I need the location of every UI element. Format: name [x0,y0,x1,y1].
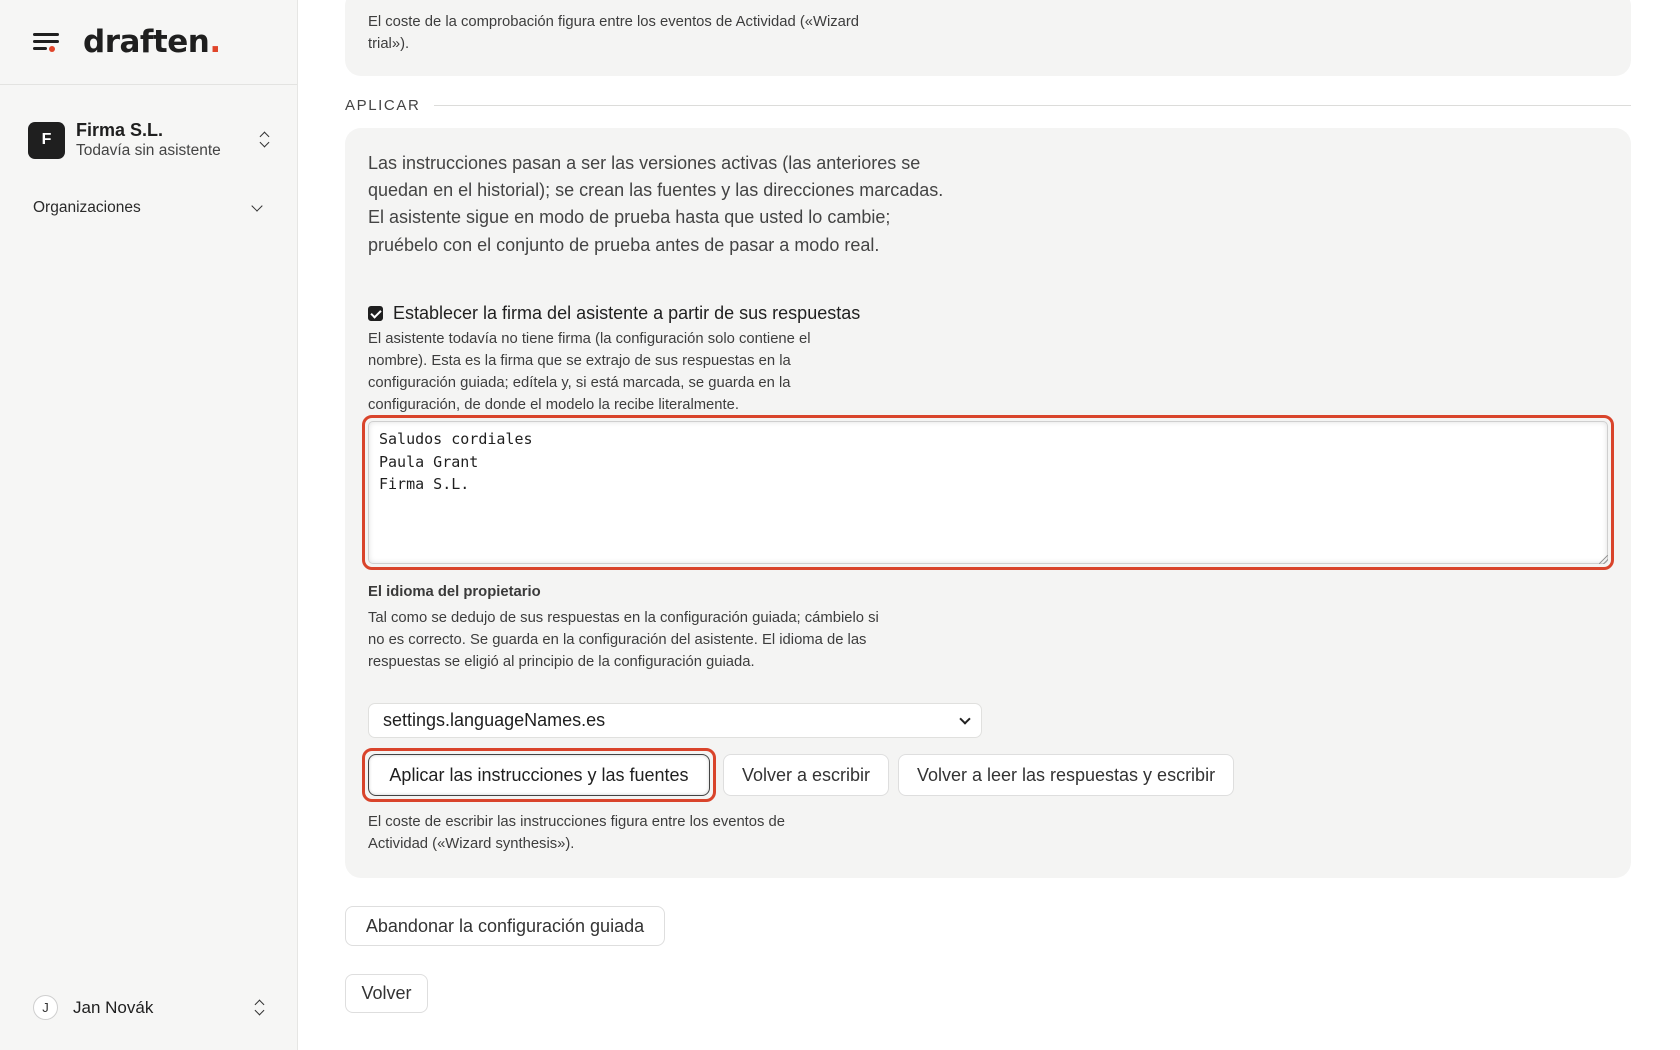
chevron-down-icon [251,200,262,211]
brand-bar [0,0,297,85]
logo[interactable]: draften. [83,24,221,60]
language-select-value: settings.languageNames.es [383,710,606,730]
signature-checkbox[interactable] [368,306,383,321]
org-subtitle: Todavía sin asistente [76,142,221,159]
check-cost-note: El coste de la comprobación figura entre los eventos de Actividad («Wizard trial»). [368,14,860,52]
signature-checkbox-label: Establecer la firma del asistente a partir de sus respuestas [393,303,861,323]
menu-icon[interactable] [33,32,59,52]
back-button[interactable]: Volver [345,974,428,1013]
language-title: El idioma del propietario [368,584,541,600]
language-help: Tal como se dedujo de sus respuestas en la configuración guiada; cámbielo si no es correcto. Se guarda en la configuración del asistente. El idioma de las respuestas se eligió al principio de la configuración guiada. [368,610,879,670]
signature-textarea[interactable]: Saludos cordiales Paula Grant Firma S.L. [368,421,1608,564]
signature-checkbox-row[interactable] [368,303,860,324]
abandon-wizard-button[interactable]: Abandonar la configuración guiada [345,906,665,946]
org-avatar: F [28,122,65,159]
user-name: Jan Novák [73,997,154,1017]
main-content [298,0,1680,1050]
apply-card [345,128,1631,878]
apply-intro: Las instrucciones pasan a ser las versiones activas (las anteriores se quedan en el historial); se crean las fuentes y las direcciones marcadas. El asistente sigue en modo de prueba hasta que usted lo cambie; pruébelo con el conjunto de prueba antes de pasar a modo real. [368,153,944,255]
apply-instructions-button[interactable]: Aplicar las instrucciones y las fuentes [368,754,710,796]
signature-help: El asistente todavía no tiene firma (la configuración solo contiene el nombre). Esta es la firma que se extrajo de sus respuestas en la configuración guiada; edítela y, si está marcada, se guarda en la configuración, de donde el modelo la recibe literalmente. [368,331,811,413]
apply-section-header [345,97,1631,114]
rewrite-button[interactable]: Volver a escribir [723,754,889,796]
sidebar-item-label: Organizaciones [33,199,141,216]
resize-handle[interactable] [1599,555,1608,564]
divider [434,105,1631,106]
reread-and-write-button[interactable]: Volver a leer las respuestas y escribir [898,754,1234,796]
avatar: J [33,995,58,1020]
sidebar-item-organizations[interactable] [33,199,267,217]
chevron-up-down-icon [253,998,267,1018]
language-select[interactable] [368,703,982,738]
check-card [345,0,1631,76]
org-name: Firma S.L. [76,120,164,140]
chevron-down-icon [959,713,970,724]
synthesis-cost-note: El coste de escribir las instrucciones figura entre los eventos de Actividad («Wizard synthesis»). [368,814,785,852]
user-switcher[interactable] [33,995,267,1020]
section-title: APLICAR [345,97,421,114]
sidebar [0,0,298,1050]
chevron-up-down-icon [258,130,272,150]
organization-switcher[interactable] [28,116,272,164]
